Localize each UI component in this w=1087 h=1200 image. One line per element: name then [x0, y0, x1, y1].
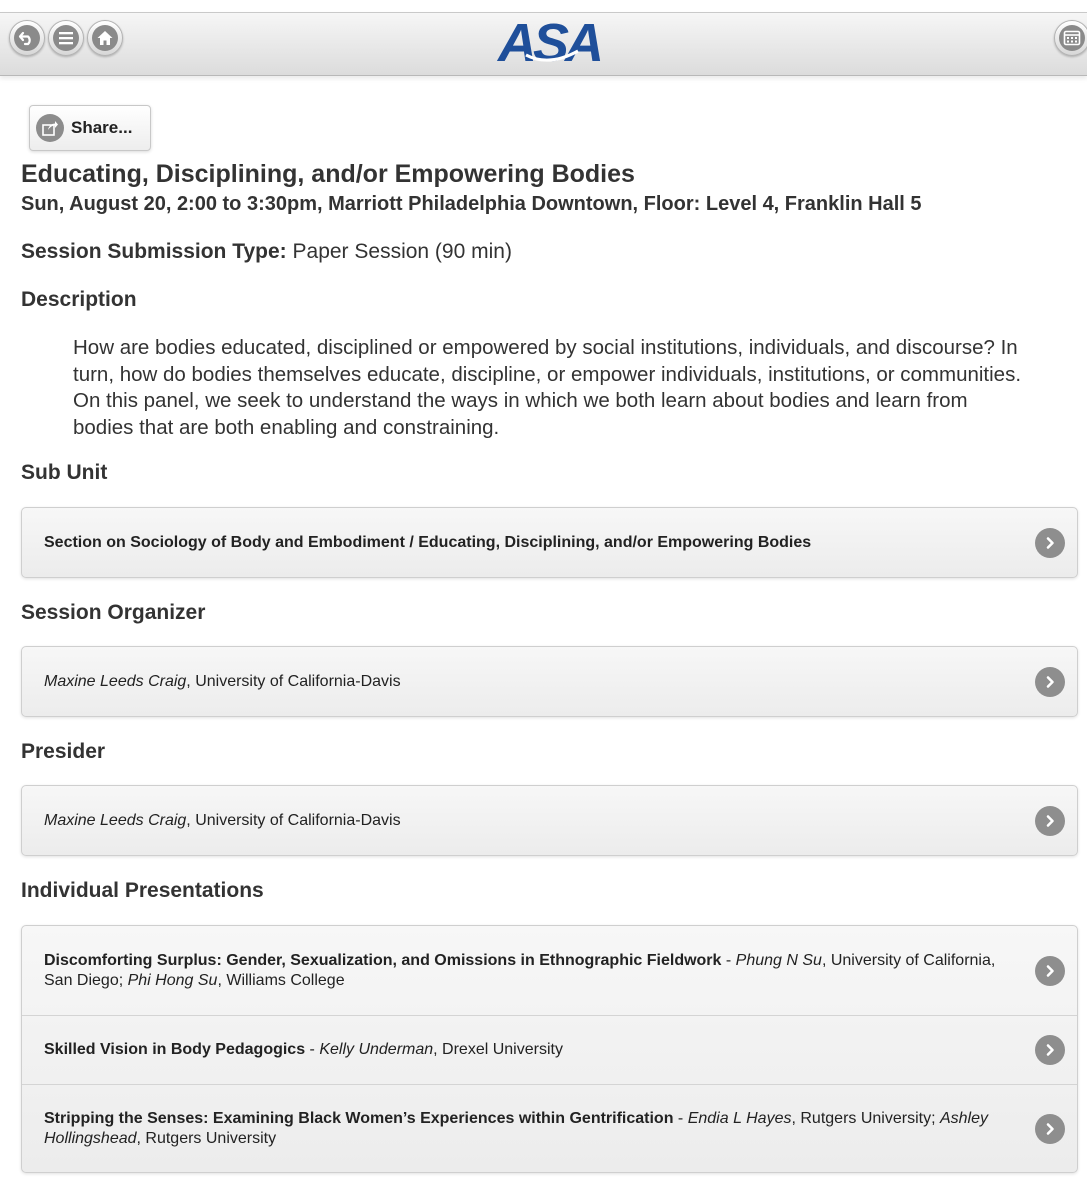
session-organizer-heading: Session Organizer: [21, 601, 206, 624]
list-item[interactable]: [22, 1084, 1077, 1172]
session-title: Educating, Disciplining, and/or Empowering Bodies: [21, 160, 635, 188]
calendar-button[interactable]: [1054, 20, 1087, 56]
author-name: Phi Hong Su: [127, 971, 218, 989]
author-name: Endia L Hayes: [687, 1109, 792, 1127]
author-name: Phung N Su: [735, 951, 822, 969]
presentation-title: Stripping the Senses: Examining Black Women’s Experiences within Gentrification: [44, 1109, 674, 1127]
individual-presentations-heading: Individual Presentations: [21, 879, 264, 902]
presider-affiliation: , University of California-Davis: [186, 811, 401, 829]
share-icon: [36, 114, 64, 142]
separator: -: [673, 1109, 688, 1127]
presider-item[interactable]: [22, 786, 1077, 855]
author-name: Kelly Underman: [319, 1041, 434, 1058]
separator: -: [721, 951, 736, 969]
list-item[interactable]: [22, 926, 1077, 1015]
share-label: Share...: [71, 118, 133, 137]
description-text: How are bodies educated, disciplined or empowered by social institutions, individuals, and discourse? In turn, how do bodies themselves educate, discipline, or empower individuals, institutions, or communities. On this panel, we seek to understand the ways in which we both learn about bodies and learn from bodies that are both enabling and constraining.: [73, 336, 1022, 439]
chevron-right-icon: [1035, 1114, 1065, 1144]
sub-unit-item[interactable]: [22, 508, 1077, 577]
chevron-right-icon: [1035, 667, 1065, 697]
chevron-right-icon: [1035, 528, 1065, 558]
calendar-icon: [1059, 25, 1085, 51]
presentations-list: [21, 925, 1078, 1173]
organizer-affiliation: , University of California-Davis: [186, 672, 401, 690]
top-navigation-bar: [0, 12, 1087, 76]
home-button[interactable]: [87, 20, 123, 56]
sub-unit-card: [21, 507, 1078, 578]
submission-type-value: Paper Session (90 min): [292, 240, 512, 263]
author-affiliation: , University of California, San Diego;: [44, 951, 996, 989]
chevron-right-icon: [1035, 1035, 1065, 1065]
menu-icon: [53, 25, 79, 51]
organizer-item[interactable]: [22, 647, 1077, 716]
menu-button[interactable]: [48, 20, 84, 56]
list-item[interactable]: [22, 1015, 1077, 1084]
share-button[interactable]: [29, 105, 151, 151]
presider-card: [21, 785, 1078, 856]
back-icon: [14, 25, 40, 51]
back-button[interactable]: [9, 20, 45, 56]
separator: -: [305, 1041, 320, 1058]
chevron-right-icon: [1035, 806, 1065, 836]
organizer-name: Maxine Leeds Craig: [44, 672, 187, 690]
logo-text: ASA: [497, 15, 601, 69]
session-datetime-location: Sun, August 20, 2:00 to 3:30pm, Marriott Philadelphia Downtown, Floor: Level 4, Franklin Hall 5: [21, 193, 922, 215]
description-heading: Description: [21, 288, 137, 311]
presentation-title: Discomforting Surplus: Gender, Sexualization, and Omissions in Ethnographic Fieldwork: [44, 951, 722, 969]
home-icon: [92, 25, 118, 51]
presider-name: Maxine Leeds Craig: [44, 811, 187, 829]
sub-unit-label: Section on Sociology of Body and Embodiment / Educating, Disciplining, and/or Empowering Bodies: [44, 533, 812, 551]
author-affiliation: , Williams College: [217, 971, 345, 989]
chevron-right-icon: [1035, 956, 1065, 986]
submission-type-label: Session Submission Type:: [21, 240, 287, 263]
author-name: Ashley Hollingshead: [44, 1109, 988, 1147]
asa-logo: [486, 15, 612, 69]
author-affiliation: , Rutgers University: [136, 1129, 277, 1147]
presider-heading: Presider: [21, 740, 106, 763]
presentation-title: Skilled Vision in Body Pedagogics: [44, 1041, 306, 1058]
author-affiliation: , Rutgers University;: [791, 1109, 940, 1127]
author-affiliation: , Drexel University: [433, 1041, 563, 1058]
session-submission-type: [21, 240, 512, 264]
organizer-card: [21, 646, 1078, 717]
sub-unit-heading: Sub Unit: [21, 461, 108, 484]
